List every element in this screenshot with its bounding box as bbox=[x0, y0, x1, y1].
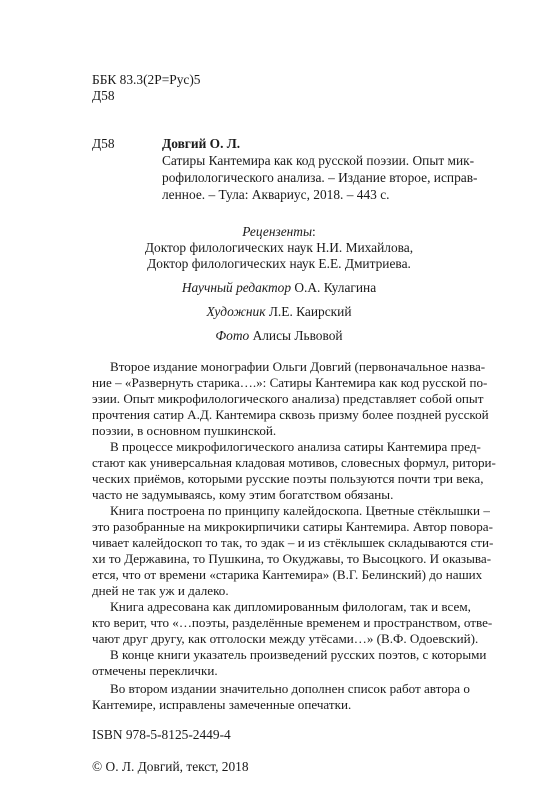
annotation-line: ческих приёмов, которыми русские поэты пользуются почти три века, bbox=[92, 471, 484, 486]
annotation-line: Кантемире, исправлены замеченные опечатки. bbox=[92, 697, 352, 712]
photo-line bbox=[0, 328, 558, 344]
annotation-line: ется, что от времени «старика Кантемира» (В.Г. Белинский) до наших bbox=[92, 567, 483, 582]
annotation-line: отмечены переклички. bbox=[92, 663, 218, 678]
annotation-line: часто не задумываясь, кому этим богатством обязаны. bbox=[92, 487, 394, 502]
catalog-author-mark: Д58 bbox=[92, 136, 115, 151]
reviewers-heading bbox=[0, 224, 558, 240]
artist-line bbox=[0, 304, 558, 320]
annotation-line: чают друг другу, как отголоски между утёсами…» (В.Ф. Одоевский). bbox=[92, 631, 479, 646]
editor-label: Научный редактор bbox=[181, 280, 292, 295]
annotation-line: эзии. Опыт микрофилологического анализа) представляет собой опыт bbox=[92, 391, 484, 406]
annotation-line: это разобранные на микрокирпичики сатиры Кантемира. Автор повора- bbox=[92, 519, 493, 534]
copyright: © О. Л. Довгий, текст, 2018 bbox=[92, 759, 249, 774]
annotation-line: В конце книги указатель произведений русских поэтов, с которыми bbox=[110, 647, 487, 662]
artist-name: Л.Е. Каирский bbox=[265, 304, 352, 319]
annotation-line: хи то Державина, то Пушкина, то Окуджавы, то Высоцкого. И оказыва- bbox=[92, 551, 492, 566]
reviewers-colon: : bbox=[312, 224, 316, 239]
catalog-author: Довгий О. Л. bbox=[162, 136, 241, 151]
isbn: ISBN 978-5-8125-2449-4 bbox=[92, 727, 231, 742]
photo-label: Фото bbox=[215, 328, 250, 343]
reviewer-2: Доктор филологических наук Е.Е. Дмитриева. bbox=[147, 256, 411, 271]
artist-label: Художник bbox=[206, 304, 266, 319]
annotation-line: прочтения сатир А.Д. Кантемира сквозь призму более поздней русской bbox=[92, 407, 489, 422]
bbk-code: ББК 83.3(2Р=Рус)5 bbox=[92, 72, 201, 87]
reviewers-label: Рецензенты bbox=[242, 224, 313, 239]
annotation-line: Во втором издании значительно дополнен список работ автора о bbox=[110, 681, 470, 696]
annotation-line: поэзии, в основном пушкинской. bbox=[92, 423, 277, 438]
annotation-line: Книга адресована как дипломированным филологам, так и всем, bbox=[110, 599, 471, 614]
catalog-line-2: рофилологического анализа. – Издание второе, исправ- bbox=[162, 170, 478, 185]
catalog-line-1: Сатиры Кантемира как код русской поэзии. Опыт мик- bbox=[162, 153, 475, 168]
catalog-line-3: ленное. – Тула: Аквариус, 2018. – 443 с. bbox=[162, 187, 390, 202]
annotation-line: дней не так уж и далеко. bbox=[92, 583, 229, 598]
photo-name: Алисы Львовой bbox=[249, 328, 343, 343]
reviewer-1: Доктор филологических наук Н.И. Михайлова, bbox=[144, 240, 414, 255]
annotation-line: ние – «Развернуть старика….»: Сатиры Кантемира как код русской по- bbox=[92, 375, 488, 390]
annotation-line: В процессе микрофилогического анализа сатиры Кантемира пред- bbox=[110, 439, 481, 454]
editor-line bbox=[0, 280, 558, 296]
annotation-line: Книга построена по принципу калейдоскопа. Цветные стёклышки – bbox=[110, 503, 490, 518]
annotation-line: Второе издание монографии Ольги Довгий (первоначальное назва- bbox=[110, 359, 486, 374]
editor-name: О.А. Кулагина bbox=[291, 280, 377, 295]
annotation-line: кто верит, что «…поэты, разделённые временем и пространством, отве- bbox=[92, 615, 493, 630]
author-mark: Д58 bbox=[92, 88, 115, 103]
annotation-line: чивает калейдоскоп то так, то эдак – и из стёклышек складываются сти- bbox=[92, 535, 494, 550]
annotation-line: стают как универсальная кладовая мотивов, словесных формул, ритори- bbox=[92, 455, 496, 470]
